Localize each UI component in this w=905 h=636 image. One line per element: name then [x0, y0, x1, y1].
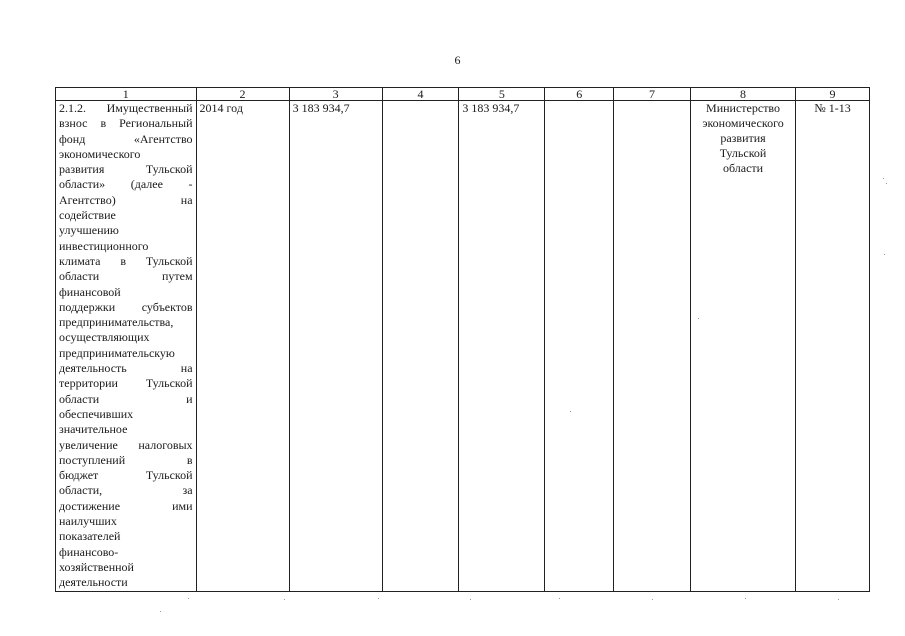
column-header-8: 8	[690, 88, 795, 101]
description-line: области и	[59, 391, 193, 406]
scan-speck	[378, 598, 379, 599]
description-cell	[56, 101, 197, 592]
description-line: 2.1.2. Имущественный	[59, 101, 193, 115]
scan-speck	[698, 318, 699, 319]
column-4-cell	[382, 101, 459, 592]
description-line: показателей	[59, 529, 121, 544]
scan-speck	[188, 598, 189, 599]
ministry-line: экономического	[702, 116, 784, 130]
ministry-line: области	[722, 161, 764, 175]
scan-speck	[883, 178, 884, 179]
description-line: территории Тульской	[59, 376, 193, 391]
scan-speck	[884, 254, 885, 255]
column-header-2: 2	[196, 88, 289, 101]
description-line: экономического	[59, 146, 141, 161]
description-line: достижение ими	[59, 498, 193, 513]
description-line: финансово-	[59, 544, 119, 559]
scan-speck	[284, 599, 285, 600]
column-header-9: 9	[796, 88, 870, 101]
scan-speck	[838, 599, 839, 600]
scan-speck	[570, 411, 571, 412]
scan-speck	[745, 598, 746, 599]
description-line: улучшению	[59, 223, 119, 238]
description-line: увеличение налоговых	[59, 437, 193, 452]
description-line: обеспечивших	[59, 406, 134, 421]
description-line: климата в Тульской	[59, 253, 193, 268]
column-header-3: 3	[289, 88, 382, 101]
column-7-cell	[614, 101, 691, 592]
ministry-line: развития	[720, 131, 766, 145]
reference-cell: № 1-13	[796, 101, 870, 592]
description-line: фонд «Агентство	[59, 131, 193, 146]
ministry-line: Министерство	[706, 101, 781, 115]
scan-speck	[559, 598, 560, 599]
page-number: 6	[454, 53, 461, 67]
column-header-1: 1	[56, 88, 197, 101]
description-line: значительное	[59, 422, 128, 437]
description-line: области» (далее -	[59, 177, 193, 192]
description-line: Агентство) на	[59, 192, 193, 207]
description-line: бюджет Тульской	[59, 468, 193, 483]
amount-total-cell: 3 183 934,7	[289, 101, 382, 592]
program-table	[55, 87, 870, 592]
column-header-4: 4	[382, 88, 459, 101]
description-line: поддержки субъектов	[59, 299, 193, 314]
column-header-6: 6	[545, 88, 614, 101]
column-header-7: 7	[614, 88, 691, 101]
description-line: предпринимательства,	[59, 315, 174, 330]
scan-speck	[160, 611, 161, 612]
ministry-cell	[690, 101, 795, 592]
description-line: поступлений в	[59, 452, 193, 467]
description-line: финансовой	[59, 284, 121, 299]
table-row	[56, 101, 870, 592]
description-line: взнос в Региональный	[59, 116, 193, 131]
description-line: предпринимательскую	[59, 345, 175, 360]
description-line: содействие	[59, 208, 116, 223]
scan-speck	[652, 599, 653, 600]
amount-col5-cell: 3 183 934,7	[459, 101, 545, 592]
description-line: деятельность на	[59, 361, 193, 376]
description-line: наилучших	[59, 514, 117, 529]
description-line: области, за	[59, 483, 193, 498]
column-6-cell	[545, 101, 614, 592]
description-line: развития Тульской	[59, 162, 193, 177]
ministry-line: Тульской	[719, 146, 767, 160]
year-cell: 2014 год	[196, 101, 289, 592]
description-line: осуществляющих	[59, 330, 150, 345]
description-line: инвестиционного	[59, 238, 149, 253]
scan-speck	[470, 599, 471, 600]
description-line: области путем	[59, 269, 193, 284]
header-row	[56, 88, 870, 101]
column-header-5: 5	[459, 88, 545, 101]
description-line: хозяйственной	[59, 559, 134, 574]
scan-speck	[886, 183, 887, 184]
description-line: деятельности	[59, 575, 128, 590]
